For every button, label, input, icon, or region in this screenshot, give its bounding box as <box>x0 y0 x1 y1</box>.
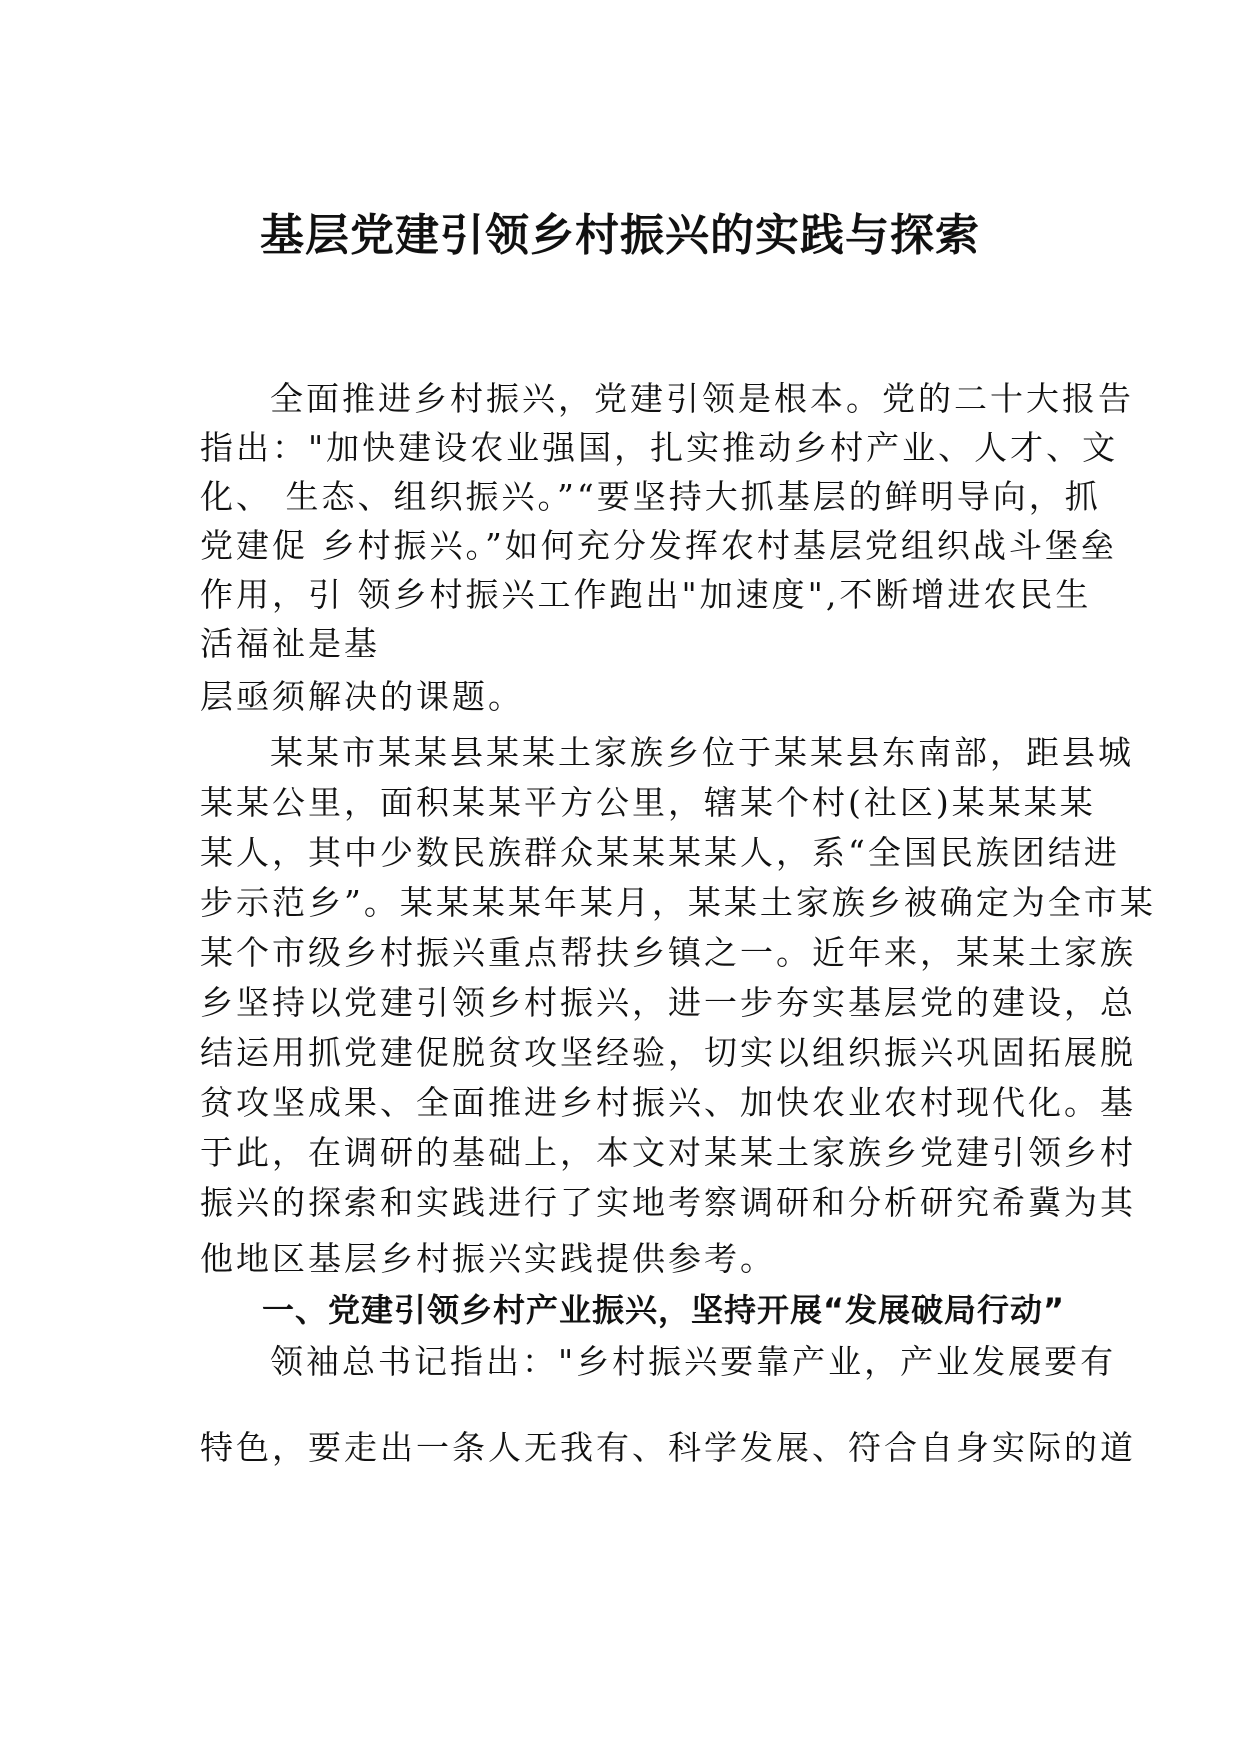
text-line: 振兴的探索和实践进行了实地考察调研和分析研究希冀为其 <box>200 1183 1136 1222</box>
text-line: 某某市某某县某某土家族乡位于某某县东南部，距县城 <box>270 733 1134 772</box>
text-line: 全面推进乡村振兴，党建引领是根本。党的二十大报告 <box>270 379 1134 418</box>
text-line: 活福祉是基 <box>200 624 380 663</box>
text-line: 他地区基层乡村振兴实践提供参考。 <box>200 1239 776 1278</box>
text-line: 化、 生态、组织振兴。”“要坚持大抓基层的鲜明导向，抓 <box>200 477 1101 516</box>
text-line: 领袖总书记指出："乡村振兴要靠产业，产业发展要有 <box>270 1342 1117 1381</box>
text-line: 贫攻坚成果、全面推进乡村振兴、加快农业农村现代化。基 <box>200 1083 1136 1122</box>
text-line: 某某公里，面积某某平方公里，辖某个村(社区)某某某某 <box>200 783 1096 822</box>
text-line: 指出："加快建设农业强国，扎实推动乡村产业、人才、文 <box>200 428 1119 467</box>
section-heading: 一、党建引领乡村产业振兴，坚持开展“发展破局行动” <box>262 1291 1066 1329</box>
text-line: 结运用抓党建促脱贫攻坚经验，切实以组织振兴巩固拓展脱 <box>200 1033 1136 1072</box>
text-line: 党建促 乡村振兴。”如何充分发挥农村基层党组织战斗堡垒 <box>200 526 1117 565</box>
text-line: 乡坚持以党建引领乡村振兴，进一步夯实基层党的建设，总 <box>200 983 1136 1022</box>
text-line: 层亟须解决的课题。 <box>200 677 524 716</box>
text-line: 特色，要走出一条人无我有、科学发展、符合自身实际的道 <box>200 1428 1136 1467</box>
text-line: 步示范乡”。某某某某年某月，某某土家族乡被确定为全市某 <box>200 883 1156 922</box>
document-title: 基层党建引领乡村振兴的实践与探索 <box>260 210 980 261</box>
text-line: 某个市级乡村振兴重点帮扶乡镇之一。近年来，某某土家族 <box>200 933 1136 972</box>
text-line: 作用，引 领乡村振兴工作跑出"加速度",不断增进农民生 <box>200 575 1092 614</box>
text-line: 于此，在调研的基础上，本文对某某土家族乡党建引领乡村 <box>200 1133 1136 1172</box>
text-line: 某人，其中少数民族群众某某某某人，系“全国民族团结进 <box>200 833 1120 872</box>
